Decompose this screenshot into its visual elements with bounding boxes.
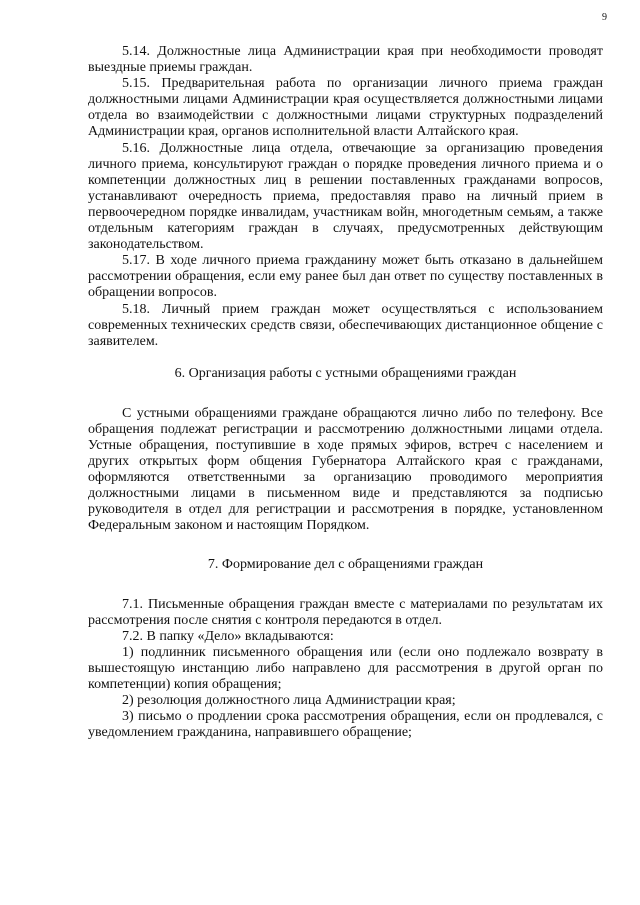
- paragraph-5-16: 5.16. Должностные лица отдела, отвечающие за организацию проведения личного приема, консультируют граждан о порядке проведения личного приема и о компетенции должностных лиц в решении поставленных гражданами вопросов, устанавливают очередность приема, предоставляя право на личный прием в первоочередном порядке инвалидам, участникам войн, многодетным семьям, а также отдельным категориям граждан в случаях, предусмотренных действующим законодательством.: [88, 140, 603, 253]
- document-body: [88, 44, 603, 741]
- list-item-3: 3) письмо о продлении срока рассмотрения обращения, если он продлевался, с уведомлением гражданина, направившего обращение;: [88, 709, 603, 741]
- list-item-2: 2) резолюция должностного лица Администрации края;: [122, 693, 456, 709]
- paragraph-5-18: 5.18. Личный прием граждан может осуществляться с использованием современных технических средств связи, обеспечивающих дистанционное общение с заявителем.: [88, 301, 603, 349]
- section-6-heading: 6. Организация работы с устными обращениями граждан: [174, 365, 517, 381]
- paragraph-5-17: 5.17. В ходе личного приема гражданину может быть отказано в дальнейшем рассмотрении обращения, если ему ранее был дан ответ по существу поставленных в обращении вопросов.: [88, 253, 603, 301]
- section-6-paragraph: С устными обращениями граждане обращаются лично либо по телефону. Все обращения подлежат регистрации и рассмотрению должностными лицами отдела. Устные обращения, поступившие в ходе прямых эфиров, встреч с населением и других открытых форм общения Губернатора Алтайского края с гражданами, оформляются ответственными за организацию проводимого мероприятия должностными лицами в письменном виде и представляются за подписью руководителя в отдел для регистрации и рассмотрения в порядке, установленном Федеральным законом и настоящим Порядком.: [88, 405, 603, 534]
- paragraph-7-2: 7.2. В папку «Дело» вкладываются:: [122, 628, 334, 644]
- paragraph-7-1: 7.1. Письменные обращения граждан вместе с материалами по результатам их рассмотрения после снятия с контроля передаются в отдел.: [88, 596, 603, 628]
- list-item-1: 1) подлинник письменного обращения или (если оно подлежало возврату в вышестоящую инстанцию либо направлено для рассмотрения в другой орган по компетенции) копия обращения;: [88, 644, 603, 692]
- paragraph-5-14: 5.14. Должностные лица Администрации края при необходимости проводят выездные приемы граждан.: [88, 44, 603, 76]
- section-7-heading: 7. Формирование дел с обращениями граждан: [207, 556, 484, 572]
- page-number: 9: [602, 12, 607, 23]
- paragraph-5-15: 5.15. Предварительная работа по организации личного приема граждан должностными лицами Администрации края осуществляется должностными лицами отдела во взаимодействии с должностными лицами структурных подразделений Администрации края, органов исполнительной власти Алтайского края.: [88, 76, 603, 140]
